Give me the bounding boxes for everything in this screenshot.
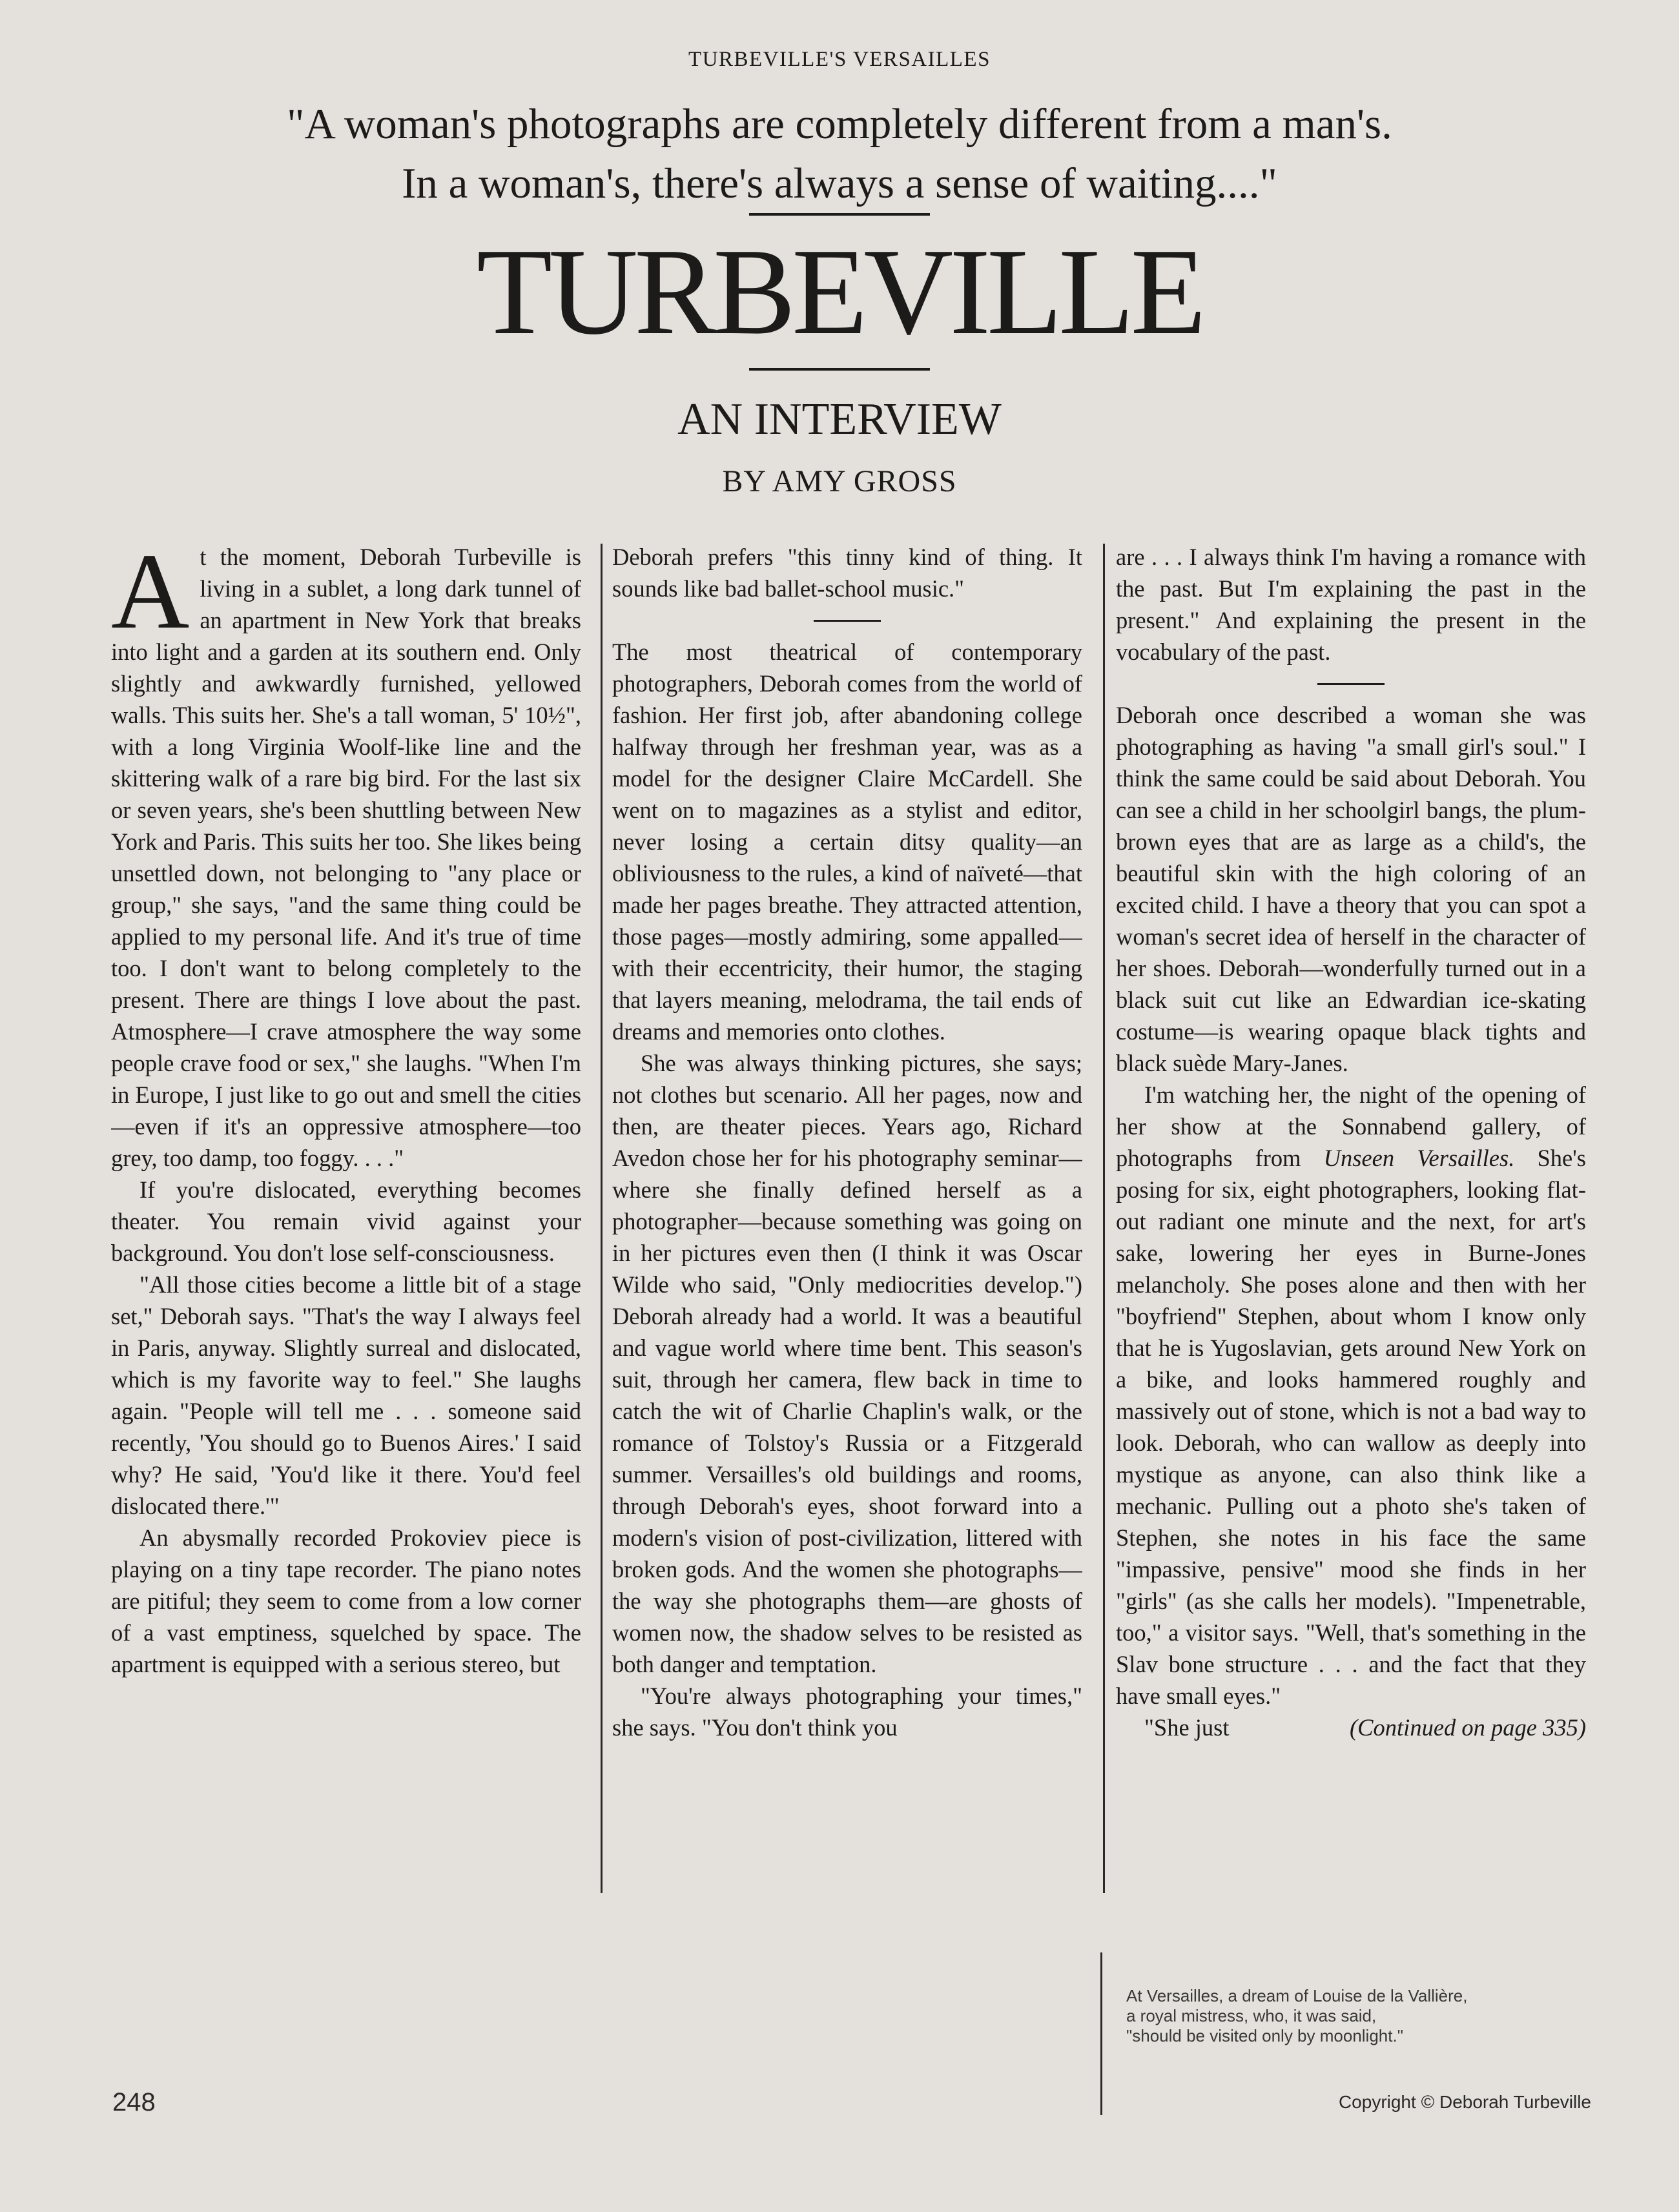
section-break-rule: [1317, 683, 1385, 685]
paragraph: are . . . I always think I'm having a romance with the past. But I'm explaining the past in the present." And explaining the present in the vocabulary of the past.: [1116, 544, 1586, 665]
copyright-notice: Copyright © Deborah Turbeville: [1338, 2092, 1591, 2112]
paragraph: The most theatrical of contemporary photographers, Deborah comes from the world of fashion. Her first job, after abandoning college halfway through her freshman year, was as a model for the designer Claire McCardell. She went on to magazines as a stylist and editor, never losing a certain ditsy quality—an obliviousness to the rules, a kind of naïveté—that made her pages breathe. They attracted attention, those pages—mostly admiring, some appalled—with their eccentricity, their humor, the staging that layers meaning, melodrama, the tail ends of dreams and memories onto clothes.: [612, 639, 1082, 1045]
article-title: TURBEVILLE: [477, 223, 1202, 360]
title-rule-top: [749, 213, 930, 216]
continued-note: (Continued on page 335): [1350, 1714, 1586, 1741]
page-number: 248: [112, 2088, 156, 2116]
column-divider: [1103, 544, 1105, 1893]
title-rule-bottom: [749, 368, 930, 371]
pull-quote: [0, 94, 1679, 213]
column-divider: [601, 544, 603, 1893]
paragraph: Deborah prefers "this tinny kind of thing. It sounds like bad ballet-school music.": [612, 544, 1082, 602]
photo-caption: At Versailles, a dream of Louise de la Vallière, a royal mistress, who, it was said, "should be visited only by moonlight.": [1126, 1986, 1468, 2045]
paragraph: "She just (Continued on page 335): [1116, 1712, 1586, 1743]
paragraph: At the moment, Deborah Turbeville is living in a sublet, a long dark tunnel of an apartment in New York that breaks into light and a garden at its southern end. Only slightly and awkwardly furnished, yellowed walls. This suits her. She's a tall woman, 5' 10½", with a long Virginia Woolf-like line and the skittering walk of a rare big bird. For the last six or seven years, she's been shuttling between New York and Paris. This suits her too. She likes being unsettled down, not belonging to "any place or group," she says, "and the same thing could be applied to my personal life. And it's true of time too. I don't want to belong completely to the present. There are things I love about the past. Atmosphere—I crave atmosphere the way some people crave food or sex," she laughs. "When I'm in Europe, I just like to go out and smell the cities—even if it's an oppressive atmosphere—too grey, too damp, too foggy. . . .": [111, 541, 581, 1171]
section-break-rule: [814, 620, 881, 622]
italic-title: Unseen Versailles.: [1323, 1145, 1515, 1171]
paragraph: I'm watching her, the night of the opening of her show at the Sonnabend gallery, of photographs from Unseen Versailles. She's posing for six, eight photographers, looking flat-out radiant one minute and the next, for art's sake, lowering her eyes in Burne-Jones melancholy. She poses alone and then with her "boyfriend" Stephen, about whom I know only that he is Yugoslavian, gets around New York on a bike, and looks hammered roughly and massively out of stone, which is not a bad way to look. Deborah, who can wallow as deeply into mystique as anyone, can also think like a mechanic. Pulling out a photo she's taken of Stephen, she notes in his face the same "impassive, pensive" mood she finds in her "girls" (as she calls her models). "Impenetrable, too," a visitor says. "Well, that's something in the Slav bone structure . . . and the fact that they have small eyes.": [1116, 1081, 1586, 1709]
paragraph: An abysmally recorded Prokoviev piece is playing on a tiny tape recorder. The piano notes are pitiful; they seem to come from a low corner of a vast emptiness, squelched by space. The apartment is equipped with a serious stereo, but: [111, 1524, 581, 1677]
paragraph: If you're dislocated, everything becomes theater. You remain vivid against your background. You don't lose self-consciousness.: [111, 1176, 581, 1266]
caption-divider: [1100, 1952, 1102, 2115]
pull-quote-line-1: "A woman's photographs are completely different from a man's.: [287, 100, 1392, 148]
paragraph: Deborah once described a woman she was photographing as having "a small girl's soul." I think the same could be said about Deborah. You can see a child in her schoolgirl bangs, the plum-brown eyes that are as large as a child's, the beautiful skin with the high coloring of an excited child. I have a theory that you can spot a woman's secret idea of herself in the character of her shoes. Deborah—wonderfully turned out in a black suit cut like an Edwardian ice-skating costume—is wearing opaque black tights and black suède Mary-Janes.: [1116, 702, 1586, 1076]
text-column-1: [111, 541, 581, 1905]
article-subtitle: AN INTERVIEW: [677, 394, 1002, 444]
drop-cap: A: [111, 541, 190, 651]
pull-quote-line-2: In a woman's, there's always a sense of waiting....": [402, 159, 1277, 207]
running-head: TURBEVILLE'S VERSAILLES: [688, 48, 991, 71]
paragraph: She was always thinking pictures, she says; not clothes but scenario. All her pages, now and then, are theater pieces. Years ago, Richard Avedon chose her for his photography seminar—where she finally defined herself as a photographer—because something was going on in her pictures even then (I think it was Oscar Wilde who said, "Only mediocrities develop.") Deborah already had a world. It was a beautiful and vague world where time bent. This season's suit, through her camera, flew back in time to catch the wit of Charlie Chaplin's walk, or the romance of Tolstoy's Russia or a Fitzgerald summer. Versailles's old buildings and rooms, through Deborah's eyes, shoot forward into a modern's vision of post-civilization, littered with broken gods. And the women she photographs—the way she photographs them—are ghosts of women now, the shadow selves to be resisted as both danger and temptation.: [612, 1050, 1082, 1677]
text-column-2: [612, 541, 1082, 1905]
paragraph: "All those cities become a little bit of a stage set," Deborah says. "That's the way I always feel in Paris, anyway. Slightly surreal and dislocated, which is my favorite way to feel." She laughs again. "People will tell me . . . someone said recently, 'You should go to Buenos Aires.' I said why? He said, 'You'd like it there. You'd feel dislocated there.'": [111, 1271, 581, 1519]
byline: BY AMY GROSS: [722, 464, 957, 498]
text-column-3: [1116, 541, 1586, 1905]
paragraph: "You're always photographing your times," she says. "You don't think you: [612, 1683, 1082, 1741]
